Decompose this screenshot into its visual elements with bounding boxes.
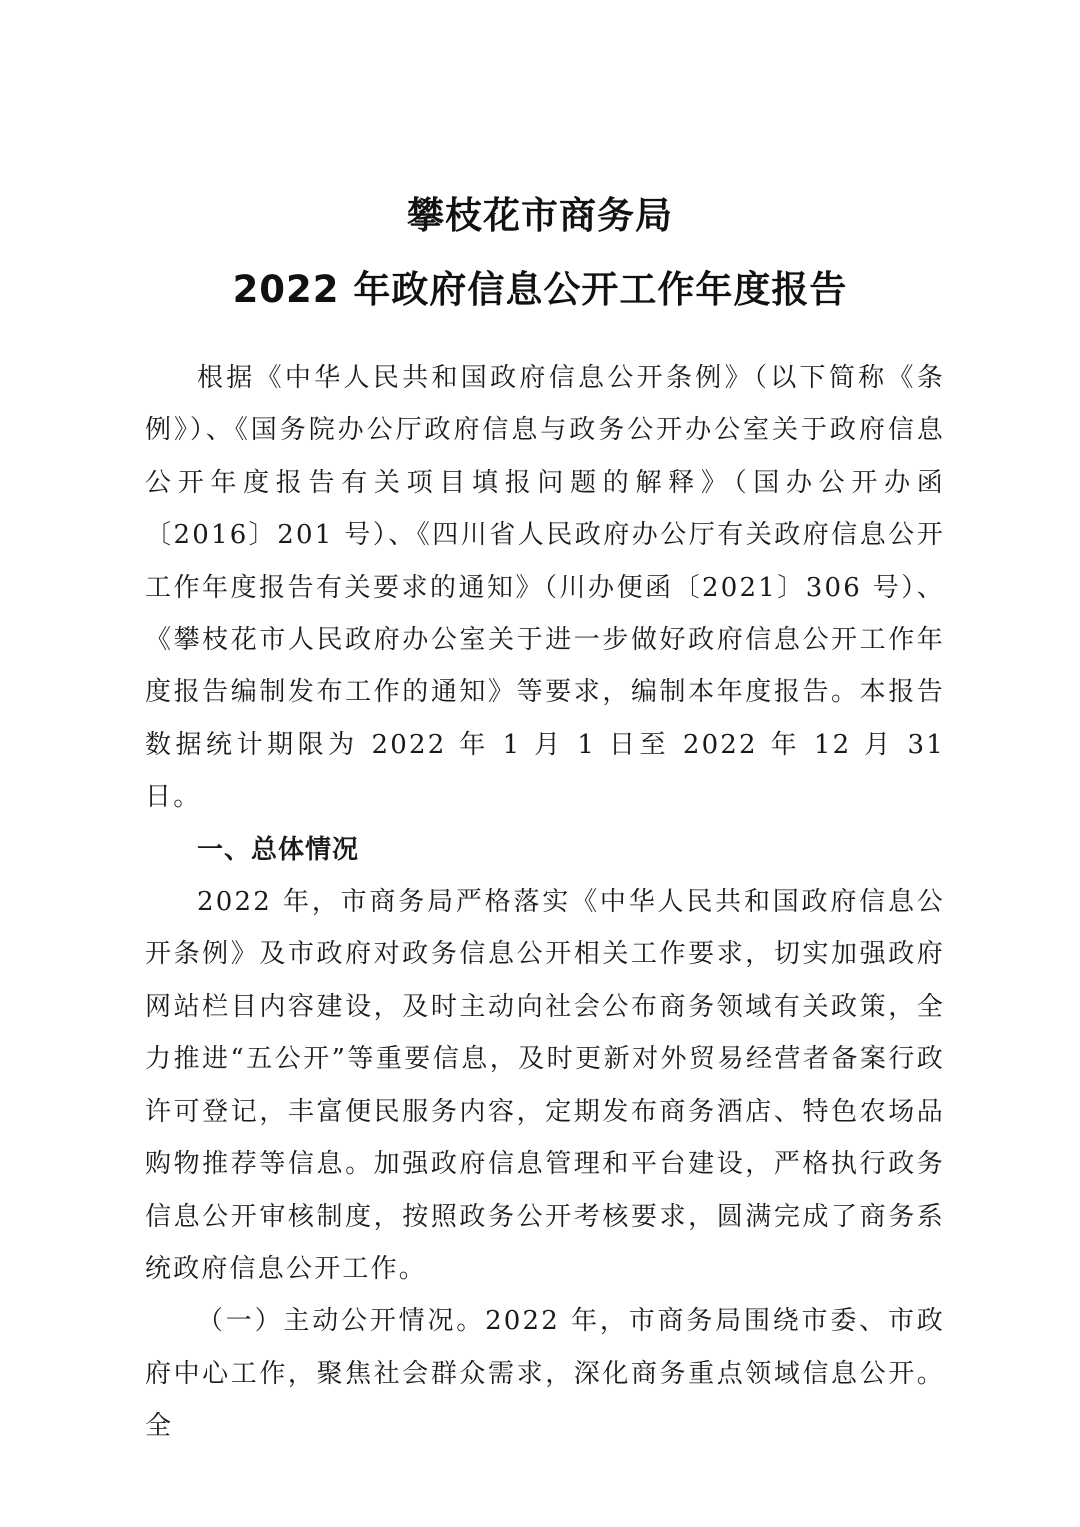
section-heading-overview: 一、总体情况 [197,834,360,865]
title-line-organization: 攀枝花市商务局 [407,194,673,237]
intro-paragraph: 根据《中华人民共和国政府信息公开条例》（以下简称《条例》）、《国务院办公厅政府信息与政务公开办公室关于政府信息公开年度报告有关项目填报问题的解释》（国办公开办函〔2016〕201 号）、《四川省人民政府办公厅有关政府信息公开工作年度报告有关要求的通知》（川办便函〔2021〕306 号）、《攀枝花市人民政府办公室关于进一步做好政府信息公开工作年度报告编制发布工作的通知》等要求，编制本年度报告。本报告数据统计期限为 2022 年 1 月 1 日至 2022 年 12 月 31 日。 [145,363,945,813]
overview-paragraph: 2022 年，市商务局严格落实《中华人民共和国政府信息公开条例》及市政府对政务信息公开相关工作要求，切实加强政府网站栏目内容建设，及时主动向社会公布商务领域有关政策，全力推进“五公开”等重要信息，及时更新对外贸易经营者备案行政许可登记，丰富便民服务内容，定期发布商务酒店、特色农场品购物推荐等信息。加强政府信息管理和平台建设，严格执行政务信息公开审核制度，按照政务公开考核要求，圆满完成了商务系统政府信息公开工作。 [145,887,945,1284]
report-title [0,196,1080,310]
active-disclosure-paragraph: （一）主动公开情况。2022 年，市商务局围绕市委、市政府中心工作，聚焦社会群众需求，深化商务重点领域信息公开。全 [145,1306,945,1442]
title-line-report: 2022 年政府信息公开工作年度报告 [232,268,848,311]
report-body [145,352,945,1453]
